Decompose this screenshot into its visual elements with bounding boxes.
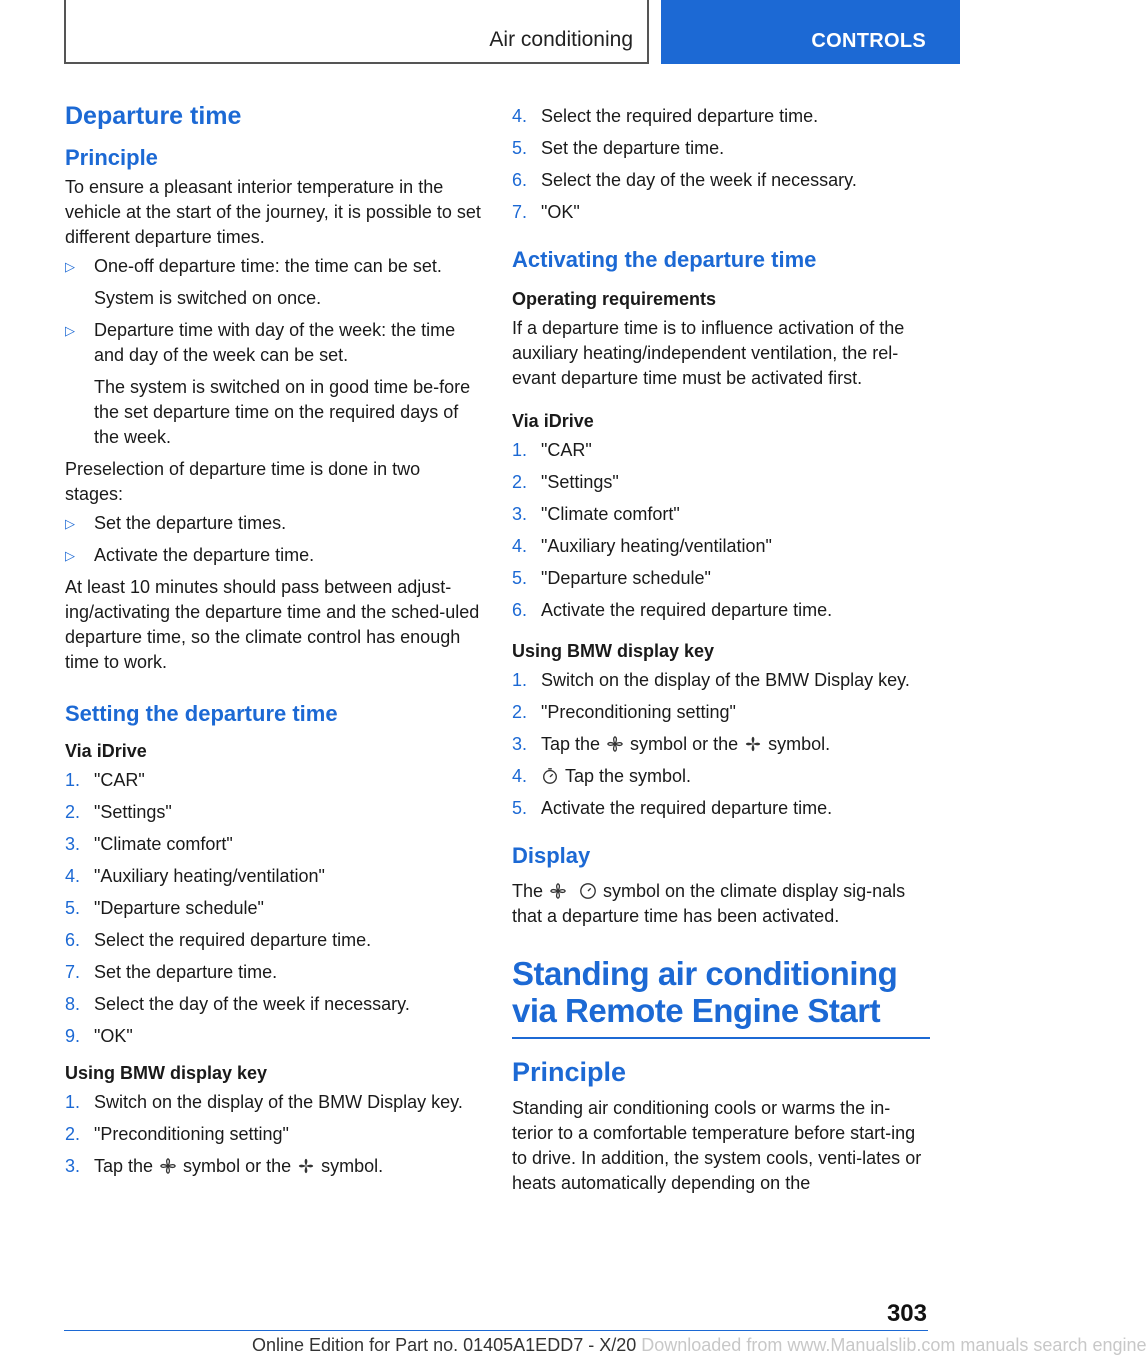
- principle-heading: Principle: [65, 145, 158, 170]
- header-chapter-title: CONTROLS: [811, 30, 926, 52]
- list-item: 7. "OK": [512, 202, 580, 222]
- list-item: 5. "Departure schedule": [65, 898, 264, 918]
- list-item: 3. "Climate comfort": [512, 504, 680, 524]
- via-idrive-label: Via iDrive: [65, 741, 147, 761]
- list-item: 5. Activate the required departure time.: [512, 798, 833, 818]
- list-item: ▷ Activate the departure time.: [65, 543, 483, 568]
- fan-heat-icon: [297, 1157, 315, 1175]
- footer-watermark: Downloaded from www.Manualslib.com manuals search engine: [641, 1335, 1147, 1355]
- stages-list: [65, 511, 483, 568]
- triangle-bullet-icon: ▷: [65, 548, 75, 563]
- list-item: ▷ Set the departure times.: [65, 511, 483, 536]
- preselection-text: Preselection of departure time is done in two stages:: [65, 459, 421, 504]
- list-item: 1. Switch on the display of the BMW Display key.: [65, 1092, 463, 1112]
- list-item: 2. "Settings": [65, 802, 172, 822]
- departure-type-list: [65, 254, 483, 450]
- fan-icon: [549, 882, 567, 900]
- list-item: 6. Activate the required departure time.: [512, 600, 833, 620]
- list-item: 2. "Settings": [512, 472, 619, 492]
- activating-heading: Activating the departure time: [512, 247, 817, 272]
- list-item: ▷ Departure time with day of the week: the time and day of the week can be set. The system is switched on in good time be-fore the set departure time on the required days of the week.: [65, 320, 471, 447]
- interval-text: At least 10 minutes should pass between adjust-ing/activating the departure time and the sched-uled departure time, so the climate control has enough time to work.: [65, 577, 480, 672]
- list-item: ▷ One-off departure time: the time can be set. System is switched on once.: [65, 256, 442, 308]
- continued-steps-list: [512, 104, 930, 225]
- display-heading: Display: [512, 843, 591, 868]
- list-item: 4. "Auxiliary heating/ventilation": [65, 866, 325, 886]
- using-key-label: Using BMW display key: [65, 1063, 268, 1083]
- footer-divider: [64, 1330, 928, 1331]
- key-steps-list: [65, 1090, 483, 1179]
- timer-icon: [541, 767, 559, 785]
- via-idrive-label: Via iDrive: [512, 411, 594, 431]
- list-item: 9. "OK": [65, 1026, 133, 1046]
- list-item: 5. "Departure schedule": [512, 568, 711, 588]
- right-column: [512, 104, 930, 1200]
- operating-requirements-text: If a departure time is to influence activation of the auxiliary heating/independent ventilation, the rel-evant departure time must be activated first.: [512, 318, 905, 388]
- header-chapter-tab: [661, 0, 960, 64]
- list-item: 3. "Climate comfort": [65, 834, 233, 854]
- list-item: 2. "Preconditioning setting": [512, 702, 736, 722]
- list-item: 4. Select the required departure time.: [512, 106, 819, 126]
- standing-principle-text: Standing air conditioning cools or warms the in-terior to a comfortable temperature before start-ing to drive. In addition, the system cools, venti-lates or heats automatically depending on the: [512, 1098, 922, 1193]
- triangle-bullet-icon: ▷: [65, 259, 75, 274]
- principle-text: To ensure a pleasant interior temperature in the vehicle at the start of the journey, it is possible to set different departure times.: [65, 177, 481, 247]
- left-column: [65, 98, 483, 1186]
- triangle-bullet-icon: ▷: [65, 323, 75, 338]
- heading-divider: [512, 1037, 930, 1039]
- operating-requirements-label: Operating requirements: [512, 289, 717, 309]
- setting-heading: Setting the departure time: [65, 701, 338, 726]
- fan-heat-icon: [744, 735, 762, 753]
- principle-heading: Principle: [512, 1057, 627, 1087]
- page-number: 303: [886, 1300, 927, 1327]
- departure-time-heading: Departure time: [65, 102, 242, 130]
- triangle-bullet-icon: ▷: [65, 516, 75, 531]
- display-text: The symbol on the climate display sig-nals that a departure time has been activated.: [512, 881, 906, 926]
- activate-idrive-steps-list: [512, 438, 930, 623]
- list-item: 6. Select the day of the week if necessary.: [512, 170, 857, 190]
- footer-edition: Online Edition for Part no. 01405A1EDD7 - X/20 Downloaded from www.Manualslib.com manuals search engine: [252, 1335, 1147, 1355]
- fan-icon: [159, 1157, 177, 1175]
- list-item: 8. Select the day of the week if necessary.: [65, 994, 410, 1014]
- list-item: 2. "Preconditioning setting": [65, 1124, 289, 1144]
- clock-icon: [579, 882, 597, 900]
- header-section-box: [64, 0, 649, 64]
- header-section-title: Air conditioning: [489, 28, 633, 51]
- list-item: 5. Set the departure time.: [512, 138, 725, 158]
- standing-ac-heading: Standing air conditioning via Remote Engine Start: [512, 955, 898, 1029]
- list-item: 1. "CAR": [65, 770, 145, 790]
- list-item: 7. Set the departure time.: [65, 962, 278, 982]
- list-item: 1. Switch on the display of the BMW Display key.: [512, 670, 910, 690]
- fan-icon: [606, 735, 624, 753]
- list-item: 1. "CAR": [512, 440, 592, 460]
- list-item: 4. "Auxiliary heating/ventilation": [512, 536, 772, 556]
- using-key-label: Using BMW display key: [512, 641, 715, 661]
- idrive-steps-list: [65, 768, 483, 1049]
- list-item: 4. Tap the symbol.: [512, 766, 692, 786]
- list-item: 6. Select the required departure time.: [65, 930, 372, 950]
- activate-key-steps-list: [512, 668, 930, 821]
- list-item: 3. Tap the symbol or the symbol.: [65, 1156, 384, 1176]
- list-item: 3. Tap the symbol or the symbol.: [512, 734, 831, 754]
